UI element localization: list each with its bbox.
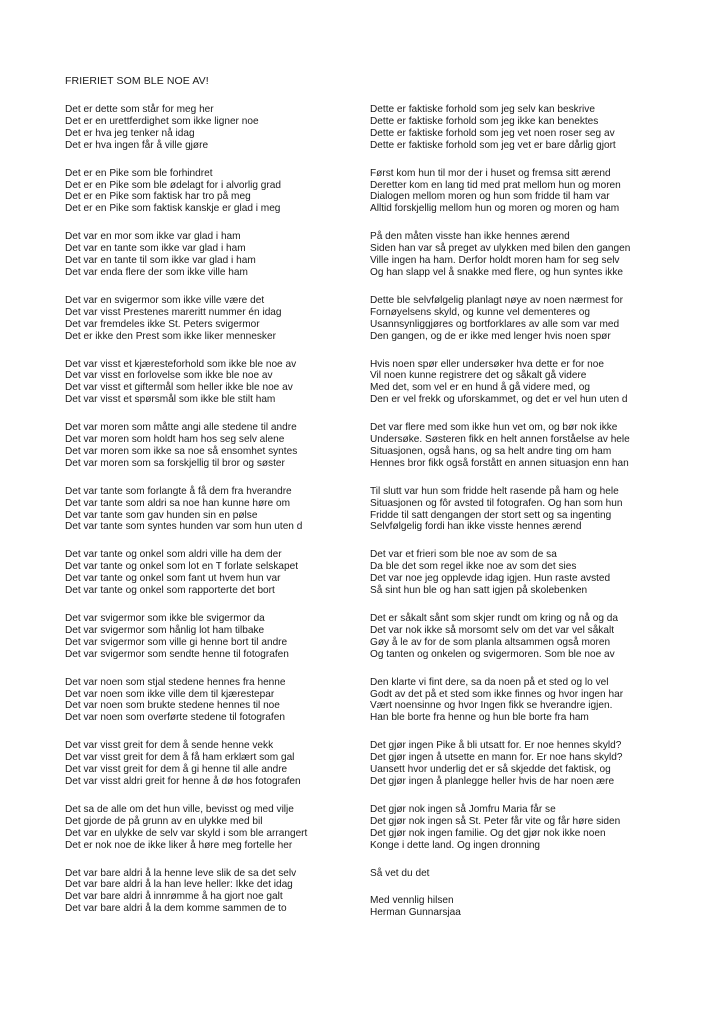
poem-line: Det var et frieri som ble noe av som de sa bbox=[370, 549, 557, 561]
poem-line: Det sa de alle om det hun ville, bevisst og med vilje bbox=[65, 803, 294, 815]
poem-line: Det var moren som ikke sa noe så ensomhet syntes bbox=[65, 445, 298, 457]
poem-line: Hennes bror fikk også forstått en annen situasjon enn han bbox=[370, 457, 629, 469]
right-stanza bbox=[370, 422, 670, 470]
left-stanza bbox=[65, 613, 365, 661]
poem-line: Med det, som vel er en hund å gå videre med, og bbox=[370, 382, 590, 394]
poem-line: Dette er faktiske forhold som jeg selv kan beskrive bbox=[370, 104, 595, 115]
poem-line: Det var en ulykke de selv var skyld i som ble arrangert bbox=[65, 827, 308, 839]
poem-line: Det er hva ingen får å ville gjøre bbox=[65, 139, 209, 151]
poem-line: Til slutt var hun som fridde helt rasende på ham og hele bbox=[370, 485, 619, 497]
poem-line: Det var enda flere der som ikke ville ham bbox=[65, 266, 248, 278]
left-stanza bbox=[65, 168, 365, 216]
poem-line: Deretter kom en lang tid med prat mellom hun og moren bbox=[370, 179, 621, 191]
poem-line: Det var visst Prestenes mareritt nummer én idag bbox=[65, 306, 282, 318]
poem-line: Den gangen, og de er ikke med lenger hvis noen spør bbox=[370, 330, 611, 342]
poem-line: Det var tante som gav hunden sin en pølse bbox=[65, 509, 258, 521]
poem-line: Situasjonen, også hans, og sa helt andre ting om ham bbox=[370, 445, 612, 457]
poem-line: Siden han var så preget av ulykken med bilen den gangen bbox=[370, 243, 631, 255]
poem-line: Så vet du det bbox=[370, 867, 430, 879]
poem-line: Selvfølgelig fordi han ikke visste hennes ærend bbox=[370, 521, 582, 533]
poem-line: Han ble borte fra henne og hun ble borte fra ham bbox=[370, 712, 589, 724]
right-stanza bbox=[370, 677, 670, 725]
poem-line: Det var bare aldri å la henne leve slik de sa det selv bbox=[65, 867, 297, 879]
poem-line: Det var visst greit for dem å gi henne til alle andre bbox=[65, 764, 288, 776]
poem-line: Det var moren som sa forskjellig til bror og søster bbox=[65, 457, 285, 469]
poem-line: Det gjorde de på grunn av en ulykke med bil bbox=[65, 815, 263, 827]
document-title: FRIERIET SOM BLE NOE AV! bbox=[65, 75, 209, 87]
poem-line: Dette er faktiske forhold som jeg vet er bare dårlig gjort bbox=[370, 139, 616, 151]
poem-line: Det var en svigermor som ikke ville være det bbox=[65, 294, 265, 306]
right-stanza bbox=[370, 168, 670, 216]
poem-line: Det gjør nok ingen familie. Og det gjør nok ikke noen bbox=[370, 827, 606, 839]
poem-line: Det gjør ingen å planlegge heller hvis de har noen ære bbox=[370, 775, 615, 787]
poem-line: Gøy å le av for de som planla altsammen også moren bbox=[370, 636, 611, 648]
poem-line: Det var tante og onkel som fant ut hvem hun var bbox=[65, 573, 281, 585]
left-stanza bbox=[65, 486, 365, 534]
poem-line: Det er en Pike som faktisk har tro på meg bbox=[65, 191, 251, 203]
poem-line: Det var noen som overførte stedene til fotografen bbox=[65, 712, 285, 724]
left-stanza bbox=[65, 359, 365, 407]
poem-line: Undersøke. Søsteren fikk en helt annen forståelse av hele bbox=[370, 434, 630, 446]
poem-line: Det var tante som aldri sa noe han kunne høre om bbox=[65, 497, 290, 509]
right-stanza bbox=[370, 895, 670, 919]
poem-line: Det er en urettferdighet som ikke ligner noe bbox=[65, 115, 259, 127]
right-stanza bbox=[370, 740, 670, 788]
poem-line: Det var visst greit for dem å sende henne vekk bbox=[65, 740, 274, 752]
poem-line: Det var en mor som ikke var glad i ham bbox=[65, 231, 241, 243]
poem-line: Det er en Pike som faktisk kanskje er glad i meg bbox=[65, 203, 281, 215]
left-stanza bbox=[65, 549, 365, 597]
poem-line: Og tanten og onkelen og svigermoren. Som ble noe av bbox=[370, 648, 615, 660]
poem-line: Det var moren som måtte angi alle stedene til andre bbox=[65, 422, 297, 434]
poem-line: Det var bare aldri å la han leve heller: Ikke det idag bbox=[65, 879, 293, 891]
poem-line: Det var svigermor som hånlig lot ham tilbake bbox=[65, 624, 265, 636]
left-stanza bbox=[65, 804, 365, 852]
poem-line: Dialogen mellom moren og hun som fridde til ham var bbox=[370, 191, 610, 203]
left-column bbox=[65, 104, 365, 931]
poem-line: Det var visst greit for dem å få ham erklært som gal bbox=[65, 752, 295, 764]
left-stanza bbox=[65, 868, 365, 916]
poem-line: Dette er faktiske forhold som jeg ikke kan benektes bbox=[370, 115, 599, 127]
poem-line: Dette er faktiske forhold som jeg vet noen roser seg av bbox=[370, 127, 615, 139]
poem-line: Så sint hun ble og han satt igjen på skolebenken bbox=[370, 585, 588, 597]
poem-line: Det var tante og onkel som lot en T forlate selskapet bbox=[65, 561, 299, 573]
right-stanza bbox=[370, 486, 670, 534]
poem-line: Det var moren som holdt ham hos seg selv alene bbox=[65, 434, 285, 446]
poem-line: Det gjør nok ingen så Jomfru Maria får se bbox=[370, 803, 556, 815]
poem-line: Det var tante og onkel som aldri ville ha dem der bbox=[65, 549, 282, 561]
poem-line: Det var svigermor som ikke ble svigermor da bbox=[65, 613, 265, 624]
poem-line: Og han slapp vel å snakke med flere, og hun syntes ikke bbox=[370, 266, 624, 278]
poem-line: Ville ingen ha ham. Derfor holdt moren ham for seg selv bbox=[370, 255, 620, 267]
right-stanza bbox=[370, 804, 670, 852]
left-stanza bbox=[65, 231, 365, 279]
poem-line: Det er ikke den Prest som ikke liker mennesker bbox=[65, 330, 276, 342]
poem-line: Det var bare aldri å la dem komme sammen de to bbox=[65, 903, 287, 915]
poem-line: Det var noen som stjal stedene hennes fra henne bbox=[65, 676, 286, 688]
right-stanza bbox=[370, 613, 670, 661]
poem-line: På den måten visste han ikke hennes ærend bbox=[370, 231, 570, 243]
poem-line: Det gjør ingen Pike å bli utsatt for. Er noe hennes skyld? bbox=[370, 740, 622, 752]
poem-line: Det var noen som brukte stedene hennes til noe bbox=[65, 700, 280, 712]
poem-line: Det var nok ikke så morsomt selv om det var vel såkalt bbox=[370, 624, 615, 636]
poem-line: Det er såkalt sånt som skjer rundt om kring og nå og da bbox=[370, 613, 618, 624]
poem-line: Det var visst en forlovelse som ikke ble noe av bbox=[65, 370, 273, 382]
right-column bbox=[370, 104, 670, 935]
poem-line: Det var noen som ikke ville dem til kjærestepar bbox=[65, 688, 275, 700]
poem-line: Godt av det på et sted som ikke finnes og hvor ingen har bbox=[370, 688, 624, 700]
poem-line: Situasjonen og fôr avsted til fotografen. Og han som hun bbox=[370, 497, 623, 509]
poem-line: Det gjør nok ingen så St. Peter får vite og får høre siden bbox=[370, 815, 621, 827]
poem-line: Det var flere med som ikke hun vet om, og bør nok ikke bbox=[370, 422, 618, 434]
left-stanza bbox=[65, 677, 365, 725]
left-stanza bbox=[65, 422, 365, 470]
poem-line: Det er en Pike som ble forhindret bbox=[65, 167, 213, 179]
poem-line: Det var svigermor som ville gi henne bort til andre bbox=[65, 636, 288, 648]
poem-line: Hvis noen spør eller undersøker hva dette er for noe bbox=[370, 358, 604, 370]
poem-line: Fridde til satt dengangen der stort sett og sa ingenting bbox=[370, 509, 612, 521]
poem-line: Med vennlig hilsen bbox=[370, 895, 454, 907]
poem-line: Det var en tante til som ikke var glad i ham bbox=[65, 255, 256, 267]
right-stanza bbox=[370, 104, 670, 152]
poem-line: Det var tante som forlangte å få dem fra hverandre bbox=[65, 485, 292, 497]
poem-line: Det var visst et giftermål som heller ikke ble noe av bbox=[65, 382, 293, 394]
poem-line: Det var tante og onkel som rapporterte det bort bbox=[65, 585, 275, 597]
poem-line: Det er hva jeg tenker nå idag bbox=[65, 127, 195, 139]
poem-line: Vært noensinne og hvor Ingen fikk se hverandre igjen. bbox=[370, 700, 613, 712]
poem-line: Først kom hun til mor der i huset og fremsa sitt ærend bbox=[370, 167, 611, 179]
poem-line: Det var en tante som ikke var glad i ham bbox=[65, 243, 246, 255]
right-stanza bbox=[370, 549, 670, 597]
poem-line: Det var visst et spørsmål som ikke ble stilt ham bbox=[65, 394, 276, 406]
poem-line: Det var bare aldri å innrømme å ha gjort noe galt bbox=[65, 891, 283, 903]
poem-line: Herman Gunnarsjaa bbox=[370, 907, 461, 919]
poem-line: Fornøyelsens skyld, og kunne vel dementeres og bbox=[370, 306, 590, 318]
left-stanza bbox=[65, 295, 365, 343]
poem-line: Det var svigermor som sendte henne til fotografen bbox=[65, 648, 289, 660]
poem-line: Det var visst aldri greit for henne å dø hos fotografen bbox=[65, 775, 301, 787]
poem-line: Det var noe jeg opplevde idag igjen. Hun raste avsted bbox=[370, 573, 611, 585]
poem-line: Den klarte vi fint dere, sa da noen på et sted og lo vel bbox=[370, 676, 609, 688]
poem-line: Det var fremdeles ikke St. Peters svigermor bbox=[65, 318, 260, 330]
poem-line: Da ble det som regel ikke noe av som det sies bbox=[370, 561, 577, 573]
poem-line: Det er dette som står for meg her bbox=[65, 104, 214, 115]
poem-line: Uansett hvor underlig det er så skjedde det faktisk, og bbox=[370, 764, 611, 776]
poem-line: Dette ble selvfølgelig planlagt nøye av noen nærmest for bbox=[370, 294, 624, 306]
left-stanza bbox=[65, 104, 365, 152]
poem-line: Konge i dette land. Og ingen dronning bbox=[370, 839, 541, 851]
poem-line: Usannsynliggjøres og bortforklares av alle som var med bbox=[370, 318, 620, 330]
left-stanza bbox=[65, 740, 365, 788]
poem-line: Det gjør ingen å utsette en mann for. Er noe hans skyld? bbox=[370, 752, 623, 764]
poem-line: Det er nok noe de ikke liker å høre meg fortelle her bbox=[65, 839, 293, 851]
right-stanza bbox=[370, 868, 670, 880]
poem-line: Den er vel frekk og uforskammet, og det er vel hun uten d bbox=[370, 394, 628, 406]
poem-line: Vil noen kunne registrere det og såkalt gå videre bbox=[370, 370, 587, 382]
poem-line: Alltid forskjellig mellom hun og moren og moren og ham bbox=[370, 203, 620, 215]
poem-line: Det var visst et kjæresteforhold som ikke ble noe av bbox=[65, 358, 297, 370]
right-stanza bbox=[370, 295, 670, 343]
right-stanza bbox=[370, 359, 670, 407]
poem-line: Det er en Pike som ble ødelagt for i alvorlig grad bbox=[65, 179, 281, 191]
poem-line: Det var tante som syntes hunden var som hun uten d bbox=[65, 521, 303, 533]
right-stanza bbox=[370, 231, 670, 279]
